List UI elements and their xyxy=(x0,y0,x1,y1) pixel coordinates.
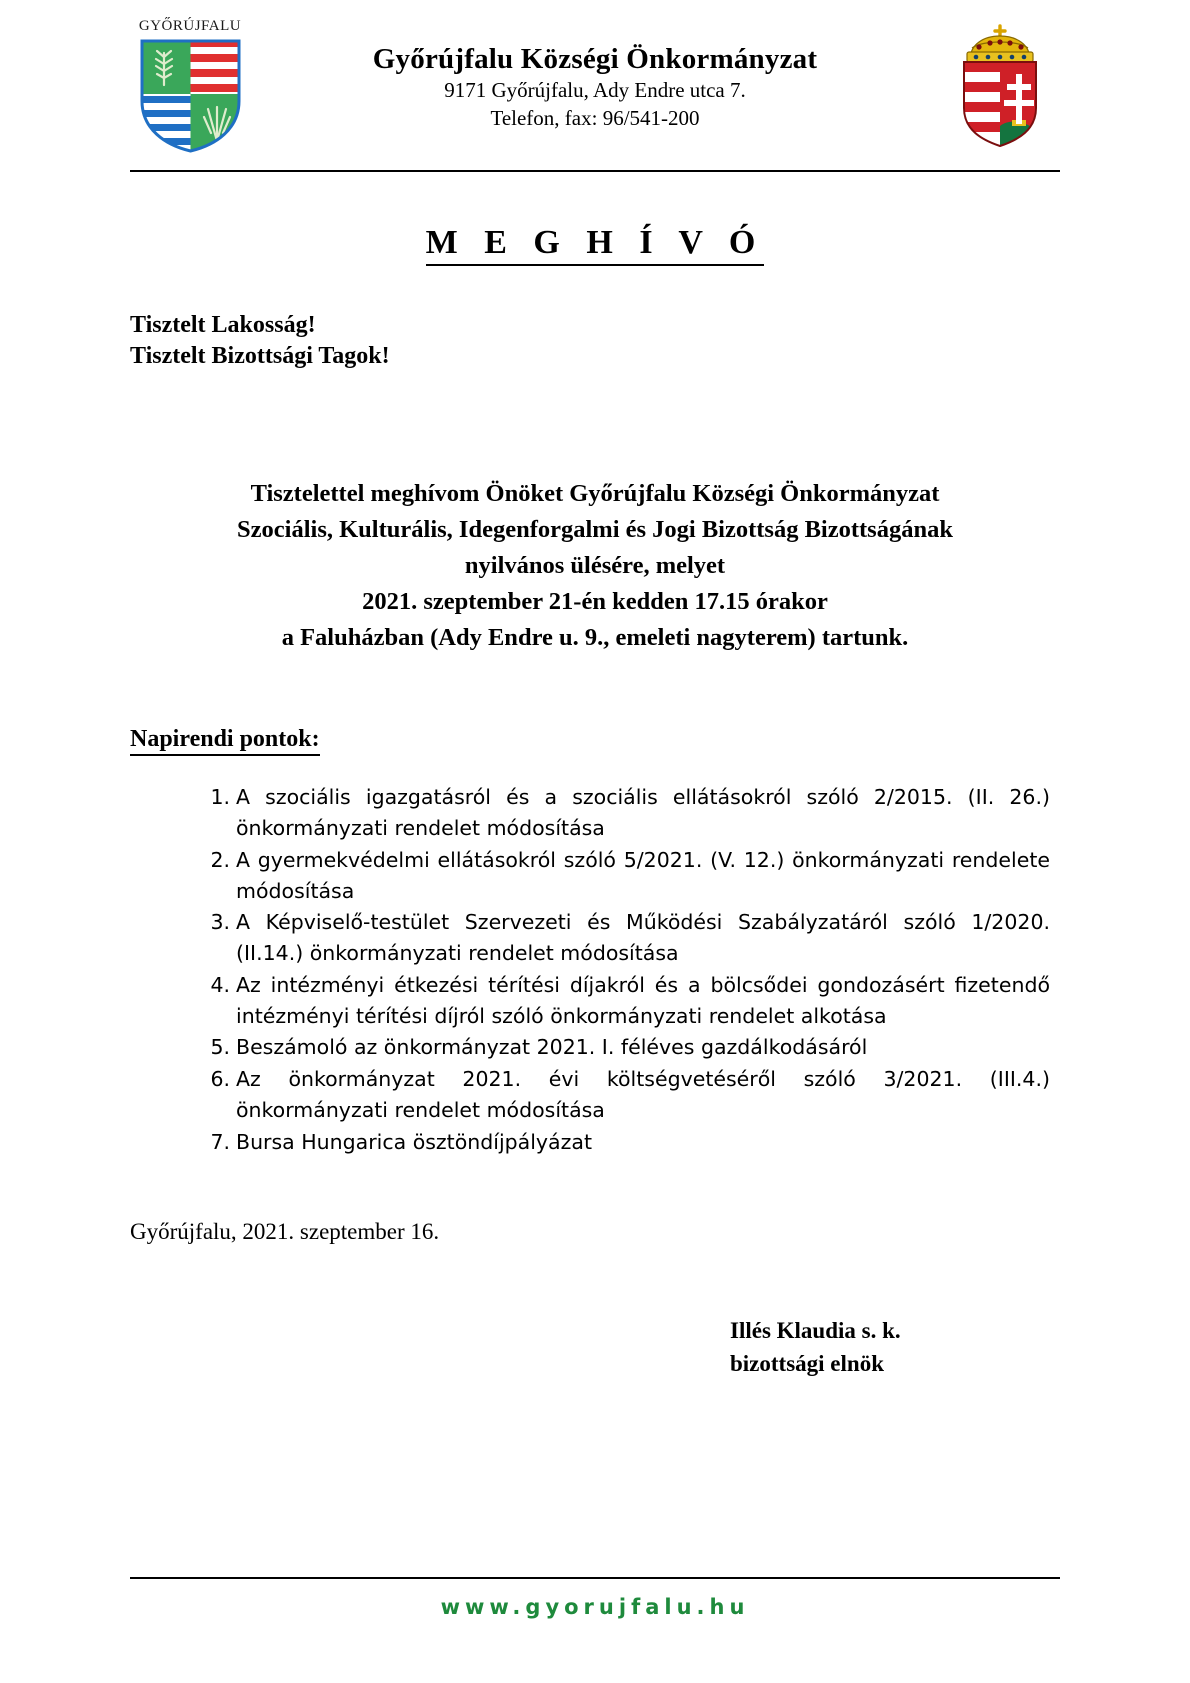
agenda-list xyxy=(130,782,1060,1157)
salutation-line-1: Tisztelt Lakosság! xyxy=(130,312,316,338)
header-divider xyxy=(130,170,1060,172)
office-name: Győrújfalu Községi Önkormányzat xyxy=(372,43,818,75)
dateline: Győrújfalu, 2021. szeptember 16. xyxy=(130,1219,440,1245)
list-item-text: A Képviselő-testület Szervezeti és Működési Szabályzatáról szóló 1/2020.(II.14.) önkormányzati rendelet módosítása xyxy=(236,910,1050,966)
list-item xyxy=(202,1127,1050,1158)
list-item-text: Beszámoló az önkormányzat 2021. I. féléves gazdálkodásáról xyxy=(236,1035,868,1060)
office-address: 9171 Győrújfalu, Ady Endre utca 7. xyxy=(444,78,746,103)
hungary-coat-of-arms xyxy=(940,0,1060,150)
holy-crown-icon xyxy=(967,26,1033,62)
salutation xyxy=(130,310,1060,372)
coat-of-arms-caption: GYŐRÚJFALU xyxy=(138,18,242,34)
list-item-number: 6. xyxy=(210,1067,230,1092)
signature-role: bizottsági elnök xyxy=(730,1350,884,1376)
invitation-body xyxy=(130,476,1060,656)
invitation-line-4: 2021. szeptember 21-én kedden 17.15 órakor xyxy=(362,588,828,616)
list-item-text: Bursa Hungarica ösztöndíjpályázat xyxy=(236,1129,592,1154)
list-item xyxy=(202,1064,1050,1126)
list-item-number: 4. xyxy=(210,972,230,997)
list-item xyxy=(202,1032,1050,1063)
list-item-number: 1. xyxy=(210,785,230,810)
list-item-text: A gyermekvédelmi ellátásokról szóló 5/2021. (V. 12.) önkormányzati rendelete módosítása xyxy=(236,847,1050,903)
website-url[interactable]: www.gyorujfalu.hu xyxy=(440,1595,750,1619)
list-item xyxy=(202,907,1050,969)
list-item xyxy=(202,970,1050,1032)
invitation-line-3: nyilvános ülésére, melyet xyxy=(464,552,726,580)
salutation-line-2: Tisztelt Bizottsági Tagok! xyxy=(130,343,390,370)
office-identity xyxy=(250,0,940,132)
list-item-number: 3. xyxy=(210,910,230,935)
list-item xyxy=(202,782,1050,844)
gyorujfalu-shield-icon xyxy=(138,37,243,155)
invitation-line-2: Szociális, Kulturális, Idegenforgalmi és Jogi Bizottság Bizottságának xyxy=(237,516,953,544)
signature-block xyxy=(130,1315,1060,1379)
footer-divider xyxy=(130,1577,1060,1579)
hungary-crest-icon xyxy=(954,22,1046,150)
list-item-number: 5. xyxy=(210,1035,230,1060)
agenda-heading: Napirendi pontok: xyxy=(130,726,320,756)
page-title-text: M E G H Í V Ó xyxy=(426,224,765,266)
list-item-text: A szociális igazgatásról és a szociális ellátásokról szóló 2/2015. (II. 26.) önkormányzati rendelet módosítása xyxy=(236,785,1050,841)
letterhead xyxy=(130,0,1060,160)
list-item-text: Az önkormányzat 2021. évi költségvetéséről szóló 3/2021. (III.4.) önkormányzati rendelet módosítása xyxy=(236,1067,1050,1122)
page-title xyxy=(130,224,1060,262)
invitation-line-1: Tisztelettel meghívom Önöket Győrújfalu Községi Önkormányzat xyxy=(250,480,940,508)
invitation-line-5: a Faluházban (Ady Endre u. 9., emeleti nagyterem) tartunk. xyxy=(281,624,909,652)
list-item xyxy=(202,845,1050,907)
agenda-section xyxy=(130,656,1060,1157)
office-phone: Telefon, fax: 96/541-200 xyxy=(490,106,700,131)
footer xyxy=(130,1577,1060,1619)
signature-name: Illés Klaudia s. k. xyxy=(730,1318,901,1344)
gyorujfalu-coat-of-arms xyxy=(130,0,250,155)
list-item-text: Az intézményi étkezési térítési díjakról és a bölcsődei gondozásért fizetendő intézményi térítési díjról szóló önkormányzati rendelet alkotása xyxy=(236,972,1050,1028)
list-item-number: 2. xyxy=(210,847,230,872)
list-item-number: 7. xyxy=(210,1129,230,1154)
